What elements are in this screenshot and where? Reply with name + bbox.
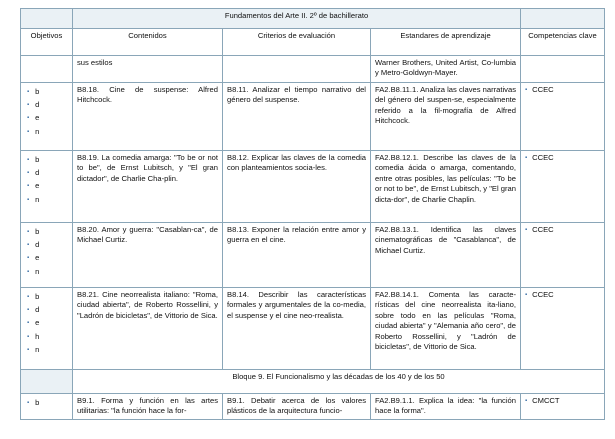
objetivo-item: ▪ e (25, 316, 68, 329)
estandar-cell: FA2.B8.14.1. Comenta las caracte-rísticas del cine neorrealista ita-liano, sobre todo en las películas "Roma, ciudad abierta" y "Alemania año cero", de Roberto Rossellini, y "Ladrón de bicicletas", de Vittorio de Sica. (371, 288, 521, 370)
objetivo-item: ▪ d (25, 303, 68, 316)
curriculum-table (20, 8, 605, 420)
objetivos-cell (21, 288, 73, 370)
estandar-cell: FA2.B8.12.1. Describe las claves de la comedia ácida o amarga, comentando, entre otras posibles, las películas: "To be or not to be", de Ernst Lubitsch, y "El gran dicta-dor", de Charlie Chaplin. (371, 151, 521, 223)
competencia-label: ▪ CCEC (525, 225, 554, 234)
objetivo-item: ▪ b (25, 225, 68, 238)
objetivos-cell (21, 151, 73, 223)
competencia-cell (521, 288, 605, 370)
header-estandares: Estandares de aprendizaje (371, 29, 521, 56)
objetivo-item: ▪ b (25, 290, 68, 303)
title-spacer-cell (21, 9, 73, 29)
competencia-label: ▪ CCEC (525, 153, 554, 162)
title-spacer-cell (521, 9, 605, 29)
table-title-row (21, 9, 605, 29)
bloque-heading: Bloque 9. El Funcionalismo y las décadas de los 40 y de los 50 (73, 370, 605, 394)
competencia-label: ▪ CCEC (525, 290, 554, 299)
competencia-cell (521, 394, 605, 420)
table-row (21, 288, 605, 370)
objetivo-item: ▪ e (25, 251, 68, 264)
competencia-label: ▪ CMCCT (525, 396, 560, 405)
table-row (21, 151, 605, 223)
objetivos-cell (21, 394, 73, 420)
table-row (21, 223, 605, 288)
contenido-cell: sus estilos (73, 56, 223, 83)
competencia-cell (521, 223, 605, 288)
header-contenidos: Contenidos (73, 29, 223, 56)
objetivo-item: ▪ d (25, 166, 68, 179)
contenido-cell: B9.1. Forma y función en las artes utilitarias: "la función hace la for- (73, 394, 223, 420)
competencia-cell (521, 56, 605, 83)
objetivo-item: ▪ h (25, 330, 68, 343)
estandar-cell: Warner Brothers, United Artist, Co-lumbia y Metro-Goldwyn-Mayer. (371, 56, 521, 83)
criterio-cell: B8.11. Analizar el tiempo narrativo del género del suspense. (223, 83, 371, 151)
criterio-cell: B9.1. Debatir acerca de los valores plásticos de la arquitectura funcio- (223, 394, 371, 420)
estandar-cell: FA2.B8.11.1. Analiza las claves narrativas del género del suspen-se, especialmente referido a la fil-mografía de Alfred Hitchcock. (371, 83, 521, 151)
header-objetivos: Objetivos (21, 29, 73, 56)
criterio-cell: B8.14. Describir las características formales y argumentales de la co-media, el suspense y el cine neo-rrealista. (223, 288, 371, 370)
objetivos-cell (21, 223, 73, 288)
criterio-cell: B8.13. Exponer la relación entre amor y guerra en el cine. (223, 223, 371, 288)
contenido-cell: B8.20. Amor y guerra: "Casablan-ca", de Michael Curtiz. (73, 223, 223, 288)
header-competencias: Competencias clave (521, 29, 605, 56)
objetivo-item: ▪ n (25, 265, 68, 278)
objetivos-cell (21, 83, 73, 151)
column-header-row (21, 29, 605, 56)
header-criterios: Criterios de evaluación (223, 29, 371, 56)
objetivo-item: ▪ d (25, 238, 68, 251)
bloque-spacer-cell (21, 370, 73, 394)
table-row (21, 394, 605, 420)
objetivo-item: ▪ n (25, 125, 68, 138)
objetivos-cell (21, 56, 73, 83)
objetivo-item: ▪ b (25, 153, 68, 166)
objetivo-item: ▪ b (25, 396, 68, 409)
table-row (21, 56, 605, 83)
objetivo-item: ▪ n (25, 343, 68, 356)
objetivo-item: ▪ b (25, 85, 68, 98)
table-title: Fundamentos del Arte II. 2º de bachillerato (73, 9, 521, 29)
estandar-cell: FA2.B8.13.1. Identifica las claves cinematográficas de "Casablanca", de Michael Curtiz. (371, 223, 521, 288)
contenido-cell: B8.19. La comedia amarga: "To be or not to be", de Ernst Lubitsch, y "El gran dictador", de Charlie Cha-plin. (73, 151, 223, 223)
estandar-cell: FA2.B9.1.1. Explica la idea: "la función hace la forma". (371, 394, 521, 420)
contenido-cell: B8.21. Cine neorrealista italiano: "Roma, ciudad abierta", de Roberto Rossellini, y "Ladrón de bicicletas", de Vittorio de Sica. (73, 288, 223, 370)
competencia-cell (521, 151, 605, 223)
objetivo-item: ▪ e (25, 179, 68, 192)
contenido-cell: B8.18. Cine de suspense: Alfred Hitchcock. (73, 83, 223, 151)
competencia-cell (521, 83, 605, 151)
table-row (21, 83, 605, 151)
objetivo-item: ▪ e (25, 111, 68, 124)
objetivo-item: ▪ d (25, 98, 68, 111)
competencia-label: ▪ CCEC (525, 85, 554, 94)
criterio-cell (223, 56, 371, 83)
objetivo-item: ▪ n (25, 193, 68, 206)
bloque-row (21, 370, 605, 394)
criterio-cell: B8.12. Explicar las claves de la comedia con planteamientos socia-les. (223, 151, 371, 223)
